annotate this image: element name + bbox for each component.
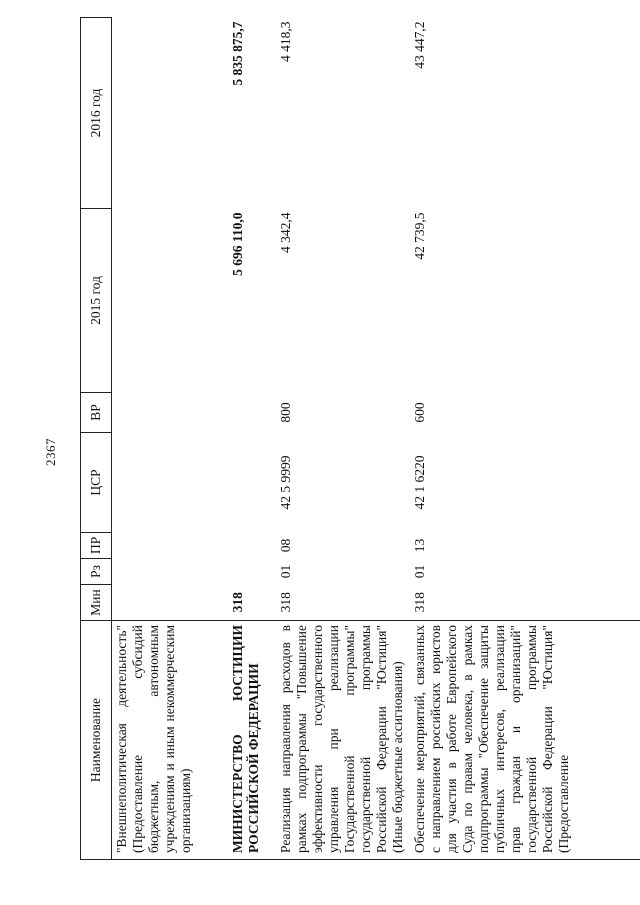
row-pr: 13: [412, 538, 427, 553]
row-csr: 42 1 6220: [412, 455, 427, 510]
budget-allocation-table: [80, 17, 640, 860]
row-min: 318: [412, 592, 427, 613]
row-vr: 600: [412, 402, 427, 423]
row-vr: [228, 393, 276, 433]
row-pr: [112, 533, 229, 559]
row-2016: 43 447,2: [412, 21, 427, 69]
row-name: МИНИСТЕРСТВО ЮСТИЦИИ РОССИЙСКОЙ ФЕДЕРАЦИИ: [228, 621, 276, 860]
row-name: Обеспечение мероприятий, связанных с направлением российских юристов для участия в работе Европейского Суда по правам человека, в рамках подпрограммы "Обеспечение защиты публичных интересов, реализации прав граждан и организаций" государственной программы Российской Федерации "Юстиция" (Предоставление: [410, 621, 640, 860]
row-rz: [112, 559, 229, 585]
header-2016: 2016 год: [81, 18, 112, 209]
row-2016: [112, 18, 229, 209]
page-number-text: 2367: [43, 438, 58, 466]
row-min: 318: [230, 592, 245, 613]
row-2016: 4 418,3: [278, 21, 293, 62]
row-2015: [112, 209, 229, 393]
row-rz: [228, 559, 276, 585]
table-row: [276, 18, 410, 860]
header-vr: ВР: [81, 393, 112, 433]
table-row-ministry: [228, 18, 276, 860]
row-rz: 01: [412, 564, 427, 579]
row-csr: 42 5 9999: [278, 455, 293, 510]
row-min: 318: [278, 592, 293, 613]
table-row: [410, 18, 640, 860]
header-2015: 2015 год: [81, 209, 112, 393]
row-2015: 42 739,5: [412, 212, 427, 260]
row-rz: 01: [278, 564, 293, 579]
row-csr: [112, 433, 229, 533]
row-2015: 4 342,4: [278, 212, 293, 253]
header-pr: ПР: [81, 533, 112, 559]
row-vr: [112, 393, 229, 433]
header-csr: ЦСР: [81, 433, 112, 533]
row-2016: 5 835 875,7: [230, 21, 245, 86]
row-name: "Внешнеполитическая деятельность" (Предоставление субсидий бюджетным, автономным учреждениям и иным некоммерческим организациям): [112, 621, 229, 860]
header-name: Наименование: [81, 621, 112, 860]
row-pr: 08: [278, 538, 293, 553]
table-row: [112, 18, 229, 860]
header-min: Мин: [81, 585, 112, 621]
row-csr: [228, 433, 276, 533]
row-pr: [228, 533, 276, 559]
row-min: [112, 585, 229, 621]
page-number: [40, 440, 62, 464]
header-rz: Рз: [81, 559, 112, 585]
rotated-table-page: [80, 18, 640, 860]
row-vr: 800: [278, 402, 293, 423]
table-header-row: [81, 18, 112, 860]
row-2015: 5 696 110,0: [230, 212, 245, 276]
row-name: Реализация направления расходов в рамках подпрограммы "Повышение эффективности государственного управления при реализации Государственной программы" государственной программы Российской Федерации "Юстиция" (Иные бюджетные ассигнования): [276, 621, 410, 860]
